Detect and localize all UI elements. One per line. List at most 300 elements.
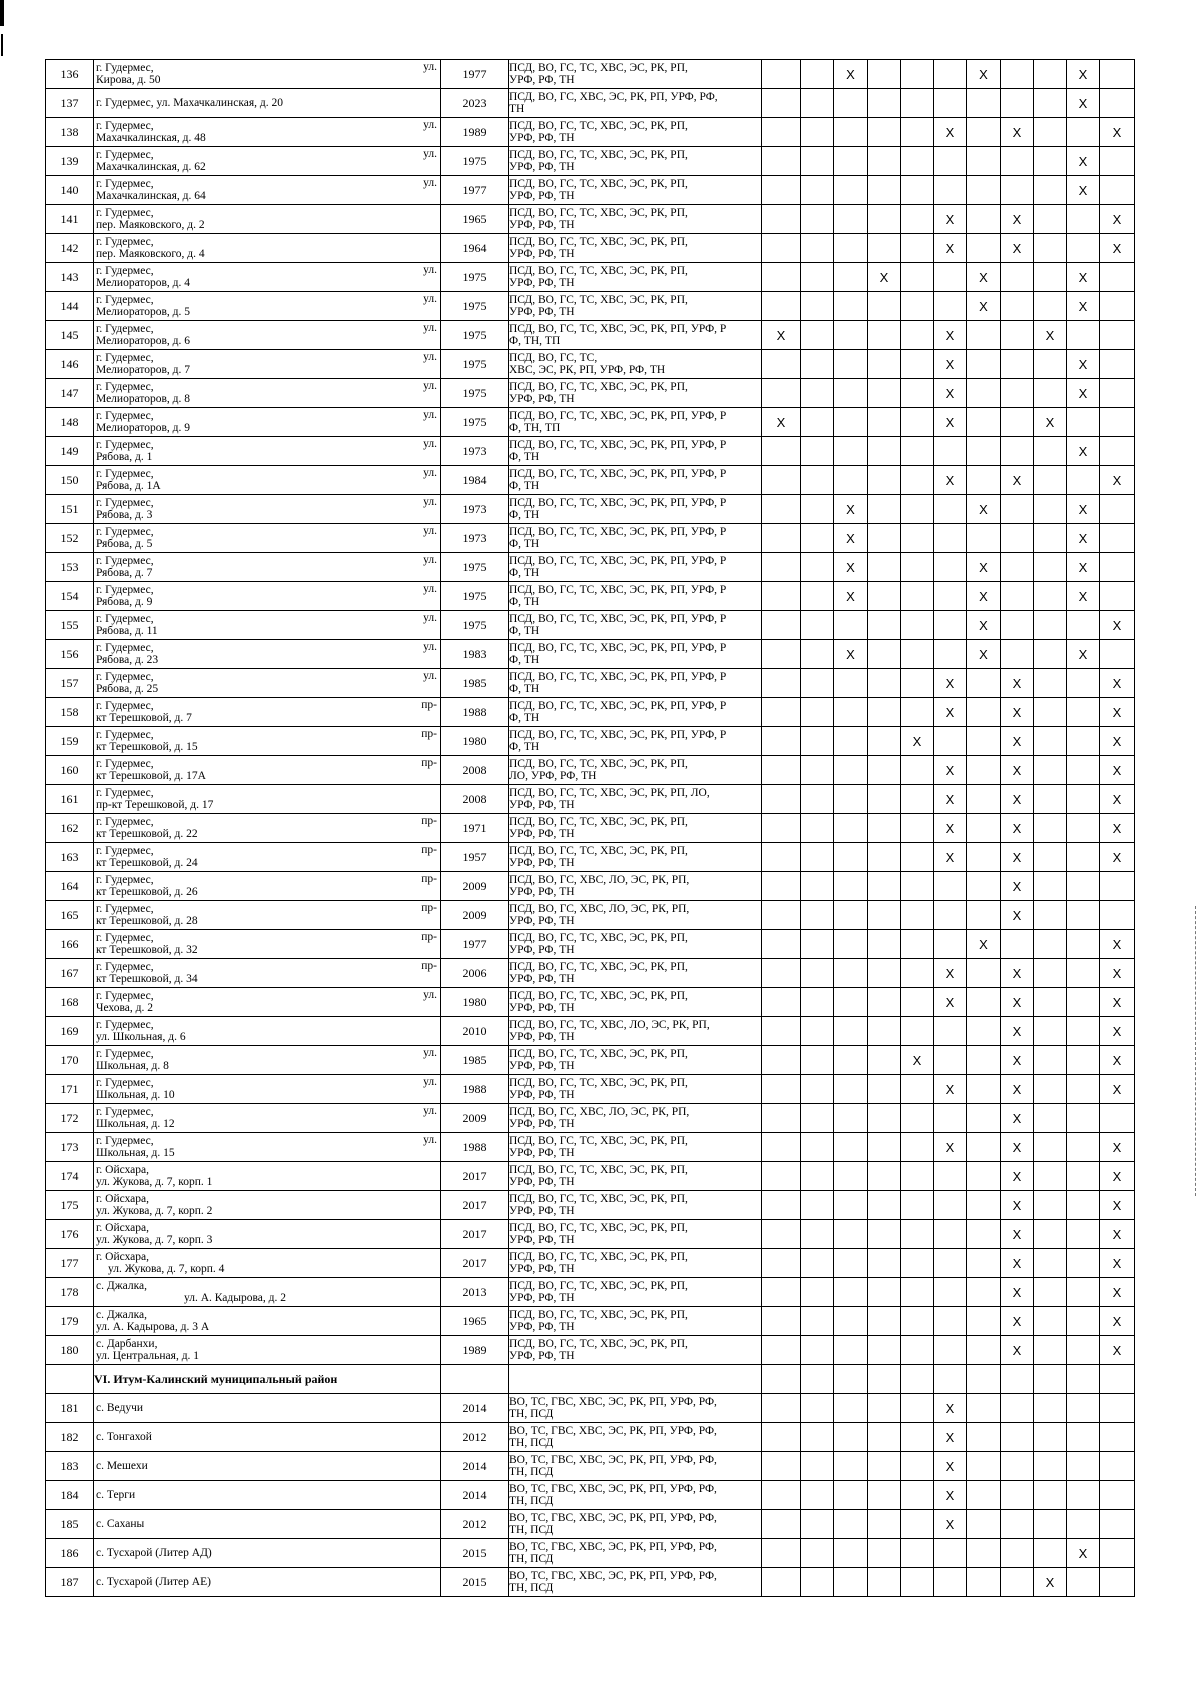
row-number: 160 [46, 756, 94, 785]
period-cell [834, 698, 868, 727]
address-locality: г. Ойсхара, [96, 1222, 150, 1234]
address-locality: г. Гудермес, [96, 178, 154, 190]
address-text: с. Тусхарой (Литер АД) [96, 1547, 212, 1559]
period-cell [901, 901, 934, 930]
period-cell [1034, 756, 1067, 785]
period-cell [934, 1046, 967, 1075]
period-mark: X [1001, 1249, 1034, 1278]
address-street-prefix: ул. [423, 148, 437, 160]
address-cell [94, 524, 441, 553]
address-cell [94, 553, 441, 582]
period-cell [868, 872, 901, 901]
period-mark: X [1100, 1191, 1135, 1220]
address-street: ул. Жукова, д. 7, корп. 3 [96, 1234, 213, 1246]
period-cell [934, 611, 967, 640]
period-cell [901, 959, 934, 988]
period-mark: X [834, 553, 868, 582]
works-line-2: Ф, ТН [509, 712, 540, 724]
period-cell [1067, 1307, 1100, 1336]
year-cell: 1975 [441, 350, 509, 379]
period-cell [1001, 524, 1034, 553]
year-cell: 1957 [441, 843, 509, 872]
period-cell [1034, 1423, 1067, 1452]
period-cell [967, 89, 1001, 118]
period-cell [762, 176, 801, 205]
period-cell [834, 1510, 868, 1539]
period-cell [801, 1336, 834, 1365]
period-cell [901, 1133, 934, 1162]
period-cell [801, 872, 834, 901]
period-cell [801, 959, 834, 988]
period-cell [901, 437, 934, 466]
period-mark: X [1100, 205, 1135, 234]
period-mark: X [934, 698, 967, 727]
period-cell [801, 698, 834, 727]
period-cell [967, 814, 1001, 843]
row-number: 185 [46, 1510, 94, 1539]
works-line-1: ПСД, ВО, ГС, ТС, ХВС, ЭС, РК, РП, [509, 961, 688, 973]
period-cell [901, 553, 934, 582]
period-cell [834, 1568, 868, 1597]
period-cell [1034, 1336, 1067, 1365]
address-locality: г. Ойсхара, [96, 1164, 150, 1176]
address-locality: г. Гудермес, [96, 990, 154, 1002]
works-line-1: ПСД, ВО, ГС, ТС, ХВС, ЭС, РК, РП, [509, 149, 688, 161]
period-cell [762, 1046, 801, 1075]
works-line-1: ПСД, ВО, ГС, ХВС, ЛО, ЭС, РК, РП, [509, 1106, 690, 1118]
address-cell [94, 1046, 441, 1075]
period-cell [967, 785, 1001, 814]
works-line-2: УРФ, РФ, ТН [509, 1060, 575, 1072]
works-line-2: Ф, ТН [509, 654, 540, 666]
address-street: ул. Центральная, д. 1 [96, 1350, 200, 1362]
address-cell [94, 1075, 441, 1104]
year-cell: 1971 [441, 814, 509, 843]
period-mark: X [934, 843, 967, 872]
works-line-2: ТН, ПСД [509, 1524, 554, 1536]
works-line-2: УРФ, РФ, ТН [509, 306, 575, 318]
works-line-2: Ф, ТН [509, 741, 540, 753]
period-cell [834, 930, 868, 959]
works-line-2: УРФ, РФ, ТН [509, 74, 575, 86]
table-body-itum-kali [46, 1394, 1135, 1597]
period-cell [868, 1191, 901, 1220]
period-cell [868, 1017, 901, 1046]
works-cell [509, 1336, 762, 1365]
period-cell [762, 292, 801, 321]
period-cell [1034, 292, 1067, 321]
works-line-2: УРФ, РФ, ТН [509, 944, 575, 956]
year-cell: 1977 [441, 60, 509, 89]
works-cell [509, 205, 762, 234]
table-body-gudermes [46, 60, 1135, 1365]
address-street: Мелиораторов, д. 4 [96, 277, 191, 289]
period-cell [1100, 147, 1135, 176]
address-locality: г. Гудермес, [96, 468, 154, 480]
period-mark: X [1100, 1017, 1135, 1046]
period-cell [1034, 437, 1067, 466]
year-cell: 2009 [441, 1104, 509, 1133]
works-line-1: ПСД, ВО, ГС, ТС, ХВС, ЭС, РК, РП, ЛО, [509, 787, 710, 799]
works-line-1: ПСД, ВО, ГС, ТС, ХВС, ЭС, РК, РП, УРФ, Р [509, 700, 727, 712]
period-cell [762, 1017, 801, 1046]
period-cell [1067, 408, 1100, 437]
address-locality: г. Гудермес, [96, 613, 154, 625]
period-mark: X [967, 553, 1001, 582]
period-cell [967, 1017, 1001, 1046]
address-street: ул. Жукова, д. 7, корп. 2 [96, 1205, 213, 1217]
works-line-2: Ф, ТН [509, 451, 540, 463]
period-mark: X [934, 1133, 967, 1162]
period-cell [762, 1336, 801, 1365]
row-number: 145 [46, 321, 94, 350]
address-street-prefix: пр- [421, 873, 437, 885]
address-cell [94, 60, 441, 89]
period-cell [1001, 60, 1034, 89]
address-text: с. Мешехи [96, 1460, 148, 1472]
period-cell [834, 959, 868, 988]
period-mark: X [1067, 176, 1100, 205]
period-cell [934, 930, 967, 959]
row-number: 155 [46, 611, 94, 640]
table-row [46, 1481, 1135, 1510]
period-cell [934, 640, 967, 669]
period-cell [801, 727, 834, 756]
period-cell [868, 582, 901, 611]
period-cell [901, 698, 934, 727]
year-cell: 1985 [441, 1046, 509, 1075]
period-cell [801, 1017, 834, 1046]
period-mark: X [967, 640, 1001, 669]
works-line-2: УРФ, РФ, ТН [509, 1292, 575, 1304]
works-line-1: ПСД, ВО, ГС, ТС, ХВС, ЭС, РК, РП, УРФ, Р [509, 555, 727, 567]
period-mark: X [901, 1046, 934, 1075]
period-mark: X [1067, 147, 1100, 176]
period-cell [834, 321, 868, 350]
table-row [46, 292, 1135, 321]
address-cell [94, 1278, 441, 1307]
address-street: кт Терешковой, д. 28 [96, 915, 198, 927]
works-line-2: ТН, ПСД [509, 1582, 554, 1594]
row-number: 172 [46, 1104, 94, 1133]
address-cell [94, 611, 441, 640]
period-cell [901, 1481, 934, 1510]
period-cell [901, 466, 934, 495]
address-cell [94, 379, 441, 408]
row-number: 152 [46, 524, 94, 553]
period-cell [1067, 1568, 1100, 1597]
period-cell [901, 1278, 934, 1307]
period-cell [868, 147, 901, 176]
period-cell [762, 1278, 801, 1307]
period-cell [868, 1568, 901, 1597]
address-street-prefix: ул. [423, 119, 437, 131]
period-cell [1034, 640, 1067, 669]
address-cell [94, 669, 441, 698]
address-locality: г. Гудермес, [96, 758, 154, 770]
address-cell [94, 1394, 441, 1423]
works-cell [509, 408, 762, 437]
works-line-2: Ф, ТН [509, 480, 540, 492]
row-number: 138 [46, 118, 94, 147]
works-cell [509, 1539, 762, 1568]
period-cell [1067, 1046, 1100, 1075]
works-cell [509, 669, 762, 698]
works-line-1: ПСД, ВО, ГС, ТС, ХВС, ЭС, РК, РП, [509, 1048, 688, 1060]
address-locality: г. Гудермес, [96, 555, 154, 567]
address-street: кт Терешковой, д. 7 [96, 712, 192, 724]
period-cell [801, 147, 834, 176]
year-cell: 1975 [441, 321, 509, 350]
works-line-1: ПСД, ВО, ГС, ТС, [509, 352, 598, 364]
period-cell [901, 321, 934, 350]
period-cell [1001, 408, 1034, 437]
works-line-1: ПСД, ВО, ГС, ТС, ХВС, ЭС, РК, РП, УРФ, Р [509, 613, 727, 625]
period-cell [868, 901, 901, 930]
period-mark: X [1001, 118, 1034, 147]
period-cell [1100, 872, 1135, 901]
period-mark: X [934, 1394, 967, 1423]
year-cell: 2009 [441, 901, 509, 930]
period-mark: X [967, 582, 1001, 611]
works-line-1: ПСД, ВО, ГС, ТС, ХВС, ЭС, РК, РП, [509, 207, 688, 219]
row-number: 167 [46, 959, 94, 988]
period-cell [1067, 669, 1100, 698]
address-locality: г. Гудермес, [96, 1048, 154, 1060]
works-cell [509, 1046, 762, 1075]
address-locality: г. Гудермес, [96, 845, 154, 857]
works-line-1: ПСД, ВО, ГС, ТС, ХВС, ЭС, РК, РП, [509, 265, 688, 277]
period-cell [1034, 495, 1067, 524]
period-mark: X [1100, 1046, 1135, 1075]
year-cell: 1989 [441, 1336, 509, 1365]
address-cell [94, 1017, 441, 1046]
address-locality: г. Гудермес, [96, 120, 154, 132]
period-cell [901, 408, 934, 437]
address-locality: г. Гудермес, [96, 932, 154, 944]
address-street-prefix: ул. [423, 1134, 437, 1146]
works-cell [509, 379, 762, 408]
address-cell [94, 118, 441, 147]
address-street-prefix: пр- [421, 757, 437, 769]
period-cell [901, 176, 934, 205]
address-cell [94, 1481, 441, 1510]
address-street: Школьная, д. 8 [96, 1060, 169, 1072]
works-line-1: ПСД, ВО, ГС, ТС, ХВС, ЭС, РК, РП, [509, 236, 688, 248]
period-cell [834, 1104, 868, 1133]
year-cell: 1984 [441, 466, 509, 495]
period-cell [934, 60, 967, 89]
address-locality: г. Гудермес, [96, 1077, 154, 1089]
period-cell [801, 466, 834, 495]
period-cell [1100, 176, 1135, 205]
works-cell [509, 611, 762, 640]
address-street-prefix: ул. [423, 554, 437, 566]
period-cell [1034, 959, 1067, 988]
period-mark: X [1001, 466, 1034, 495]
period-cell [868, 669, 901, 698]
table-row [46, 1162, 1135, 1191]
period-cell [1034, 1133, 1067, 1162]
address-street-prefix: ул. [423, 380, 437, 392]
address-street: кт Терешковой, д. 24 [96, 857, 198, 869]
address-locality: г. Гудермес, [96, 1135, 154, 1147]
works-line-2: УРФ, РФ, ТН [509, 973, 575, 985]
period-cell [801, 1510, 834, 1539]
period-cell [801, 756, 834, 785]
period-cell [1034, 814, 1067, 843]
period-mark: X [901, 727, 934, 756]
period-cell [1034, 988, 1067, 1017]
year-cell: 1965 [441, 205, 509, 234]
period-cell [801, 205, 834, 234]
period-cell [967, 118, 1001, 147]
year-cell: 2015 [441, 1568, 509, 1597]
period-mark: X [1034, 1568, 1067, 1597]
works-cell [509, 321, 762, 350]
address-locality: г. Гудермес, [96, 352, 154, 364]
period-cell [1100, 379, 1135, 408]
works-cell [509, 1104, 762, 1133]
period-cell [762, 1162, 801, 1191]
period-cell [1067, 901, 1100, 930]
works-line-2: УРФ, РФ, ТН [509, 1176, 575, 1188]
works-line-2: ТН, ПСД [509, 1408, 554, 1420]
address-locality: г. Гудермес, [96, 265, 154, 277]
table-row [46, 1539, 1135, 1568]
period-cell [1034, 1220, 1067, 1249]
address-street: Рябова, д. 25 [96, 683, 159, 695]
period-cell [967, 1481, 1001, 1510]
period-cell [967, 524, 1001, 553]
period-cell [1034, 1481, 1067, 1510]
table-row [46, 727, 1135, 756]
period-cell [868, 408, 901, 437]
table-row [46, 756, 1135, 785]
period-cell [967, 1510, 1001, 1539]
table-row [46, 843, 1135, 872]
period-cell [834, 1481, 868, 1510]
address-cell [94, 959, 441, 988]
table-row [46, 1046, 1135, 1075]
table-row [46, 553, 1135, 582]
works-cell [509, 785, 762, 814]
period-mark: X [1100, 1278, 1135, 1307]
address-cell [94, 872, 441, 901]
period-cell [967, 698, 1001, 727]
period-mark: X [1001, 1307, 1034, 1336]
year-cell: 2008 [441, 785, 509, 814]
period-mark: X [1034, 408, 1067, 437]
period-cell [1067, 988, 1100, 1017]
period-cell [934, 1568, 967, 1597]
works-line-1: ПСД, ВО, ГС, ТС, ХВС, ЭС, РК, РП, [509, 1251, 688, 1263]
period-cell [1034, 1046, 1067, 1075]
period-cell [834, 1220, 868, 1249]
address-cell [94, 1336, 441, 1365]
works-line-1: ПСД, ВО, ГС, ТС, ХВС, ЭС, РК, РП, [509, 1135, 688, 1147]
period-cell [762, 1452, 801, 1481]
address-street-prefix: пр- [421, 902, 437, 914]
period-cell [901, 814, 934, 843]
works-cell [509, 1452, 762, 1481]
period-cell [967, 1162, 1001, 1191]
period-cell [967, 1075, 1001, 1104]
period-cell [1001, 1539, 1034, 1568]
period-cell [1100, 263, 1135, 292]
period-cell [901, 292, 934, 321]
period-cell [901, 1075, 934, 1104]
period-cell [834, 872, 868, 901]
row-number: 175 [46, 1191, 94, 1220]
address-street: кт Терешковой, д. 34 [96, 973, 198, 985]
address-locality: г. Ойсхара, [96, 1251, 150, 1263]
table-row [46, 1394, 1135, 1423]
row-number: 179 [46, 1307, 94, 1336]
row-number: 165 [46, 901, 94, 930]
period-cell [868, 785, 901, 814]
scan-edge-dashes [1195, 906, 1197, 1196]
table-row [46, 263, 1135, 292]
table-row [46, 1249, 1135, 1278]
period-cell [834, 727, 868, 756]
period-cell [1034, 147, 1067, 176]
works-line-2: Ф, ТН [509, 625, 540, 637]
period-cell [901, 379, 934, 408]
period-cell [1067, 698, 1100, 727]
address-cell [94, 1452, 441, 1481]
period-cell [901, 1423, 934, 1452]
period-mark: X [934, 321, 967, 350]
period-cell [1034, 872, 1067, 901]
year-cell: 1973 [441, 495, 509, 524]
period-cell [801, 901, 834, 930]
address-cell [94, 176, 441, 205]
period-cell [1001, 1394, 1034, 1423]
period-mark: X [1001, 1046, 1034, 1075]
address-street-prefix: ул. [423, 1076, 437, 1088]
period-cell [934, 1191, 967, 1220]
period-cell [934, 1162, 967, 1191]
works-line-2: УРФ, РФ, ТН [509, 1089, 575, 1101]
address-locality: г. Гудермес, [96, 903, 154, 915]
works-line-1: ПСД, ВО, ГС, ТС, ХВС, ЭС, РК, РП, [509, 990, 688, 1002]
period-cell [901, 350, 934, 379]
works-cell [509, 1394, 762, 1423]
period-cell [901, 843, 934, 872]
works-cell [509, 118, 762, 147]
period-cell [1100, 1568, 1135, 1597]
period-cell [967, 147, 1001, 176]
period-cell [967, 1568, 1001, 1597]
period-cell [901, 205, 934, 234]
works-line-2: УРФ, РФ, ТН [509, 886, 575, 898]
works-cell [509, 553, 762, 582]
table-row [46, 379, 1135, 408]
row-number: 168 [46, 988, 94, 1017]
period-cell [801, 1104, 834, 1133]
period-mark: X [1001, 1162, 1034, 1191]
address-street: пр-кт Терешковой, д. 17 [96, 799, 214, 811]
period-cell [901, 785, 934, 814]
row-number: 151 [46, 495, 94, 524]
period-cell [967, 1452, 1001, 1481]
period-cell [1001, 930, 1034, 959]
year-cell: 2008 [441, 756, 509, 785]
period-mark: X [1067, 495, 1100, 524]
address-cell [94, 205, 441, 234]
works-cell [509, 640, 762, 669]
